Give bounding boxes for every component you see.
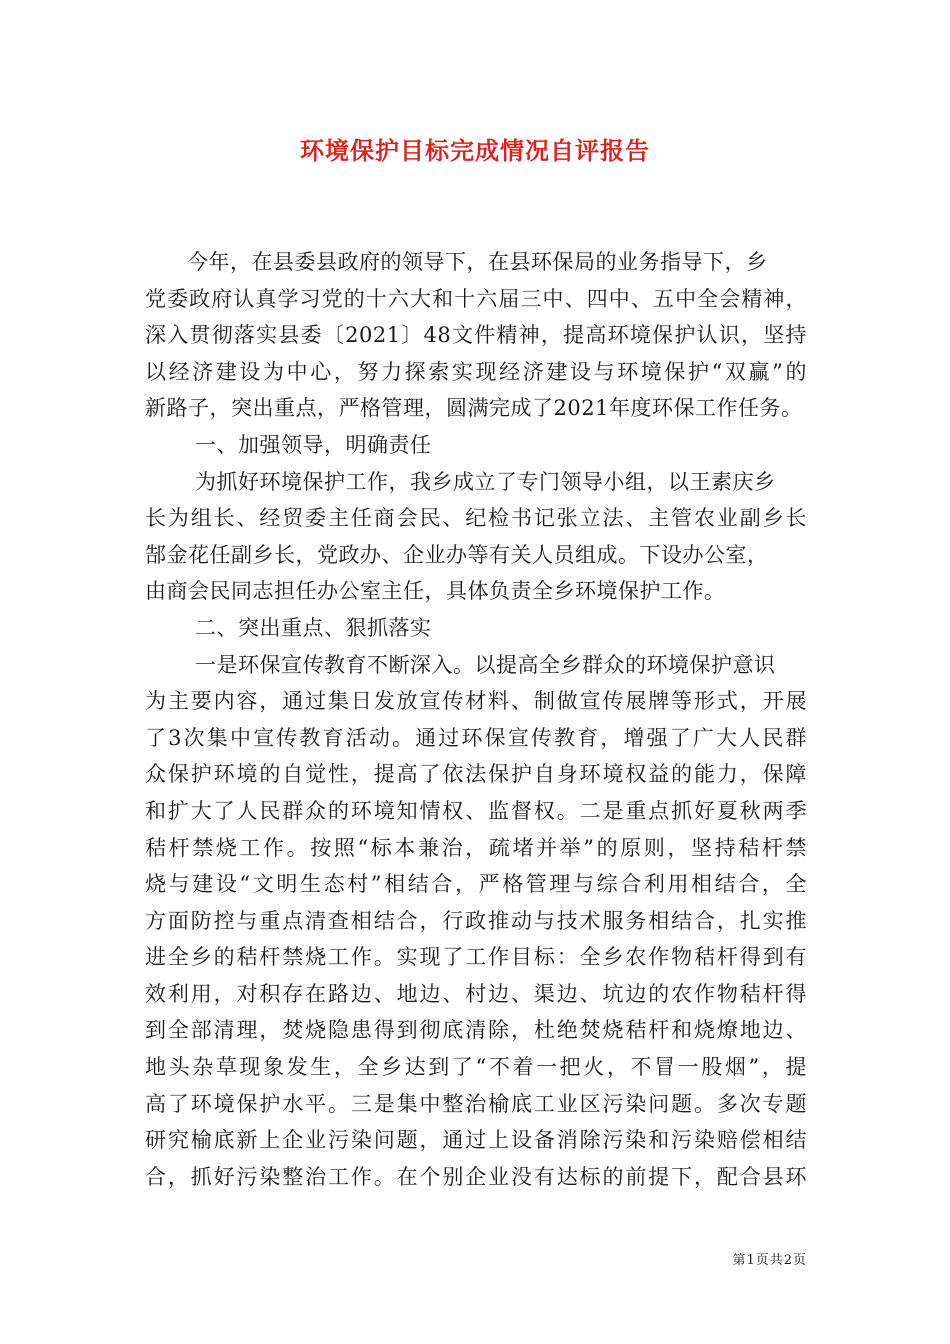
section-heading: 二、突出重点、狠抓落实 — [195, 615, 432, 640]
body-line: 一是环保宣传教育不断深入。以提高全乡群众的环境保护意识 — [195, 652, 776, 677]
body-line: 众保护环境的自觉性，提高了依法保护自身环境权益的能力，保障 — [145, 762, 807, 787]
body-line: 高了环境保护水平。三是集中整治榆底工业区污染问题。多次专题 — [145, 1091, 807, 1116]
body-line: 研究榆底新上企业污染问题，通过上设备消除污染和污染赔偿相结 — [145, 1128, 807, 1153]
body-line: 新路子，突出重点，严格管理，圆满完成了2021年度环保工作任务。 — [145, 396, 803, 421]
document-body — [145, 244, 807, 1195]
body-line: 方面防控与重点清查相结合，行政推动与技术服务相结合，扎实推 — [145, 908, 807, 933]
body-line: 进全乡的秸杆禁烧工作。实现了工作目标：全乡农作物秸杆得到有 — [145, 945, 807, 970]
body-line: 地头杂草现象发生，全乡达到了“不着一把火，不冒一股烟”，提 — [145, 1055, 807, 1080]
body-line: 深入贯彻落实县委〔2021〕48文件精神，提高环境保护认识，坚持 — [145, 323, 807, 348]
body-line: 为主要内容，通过集日发放宣传材料、制做宣传展牌等形式，开展 — [145, 689, 807, 714]
body-line: 和扩大了人民群众的环境知情权、监督权。二是重点抓好夏秋两季 — [145, 798, 807, 823]
body-line: 效利用，对积存在路边、地边、村边、渠边、坑边的农作物秸杆得 — [145, 981, 807, 1006]
page-number: 第1页共2页 — [732, 1253, 807, 1268]
body-line: 秸杆禁烧工作。按照“标本兼治，疏堵并举”的原则，坚持秸杆禁 — [145, 835, 807, 860]
body-line: 到全部清理，焚烧隐患得到彻底清除，杜绝焚烧秸杆和烧燎地边、 — [145, 1018, 807, 1043]
body-line: 今年，在县委县政府的领导下，在县环保局的业务指导下，乡 — [187, 250, 768, 274]
body-line: 长为组长、经贸委主任商会民、纪检书记张立法、主管农业副乡长 — [145, 506, 807, 531]
body-line: 由商会民同志担任办公室主任，具体负责全乡环境保护工作。 — [145, 579, 726, 604]
body-line: 以经济建设为中心，努力探索实现经济建设与环境保护“双赢”的 — [145, 359, 807, 384]
body-line: 为抓好环境保护工作，我乡成立了专门领导小组，以王素庆乡 — [195, 469, 776, 494]
body-line: 郜金花任副乡长，党政办、企业办等有关人员组成。下设办公室， — [145, 542, 769, 567]
body-line: 烧与建设“文明生态村”相结合，严格管理与综合利用相结合，全 — [145, 872, 807, 897]
document-title: 环境保护目标完成情况自评报告 — [300, 136, 650, 165]
body-line: 了3次集中宣传教育活动。通过环保宣传教育，增强了广大人民群 — [145, 725, 807, 750]
body-line: 党委政府认真学习党的十六大和十六届三中、四中、五中全会精神， — [145, 286, 807, 311]
section-heading: 一、加强领导，明确责任 — [195, 432, 432, 457]
body-line: 合，抓好污染整治工作。在个别企业没有达标的前提下，配合县环 — [145, 1164, 807, 1189]
